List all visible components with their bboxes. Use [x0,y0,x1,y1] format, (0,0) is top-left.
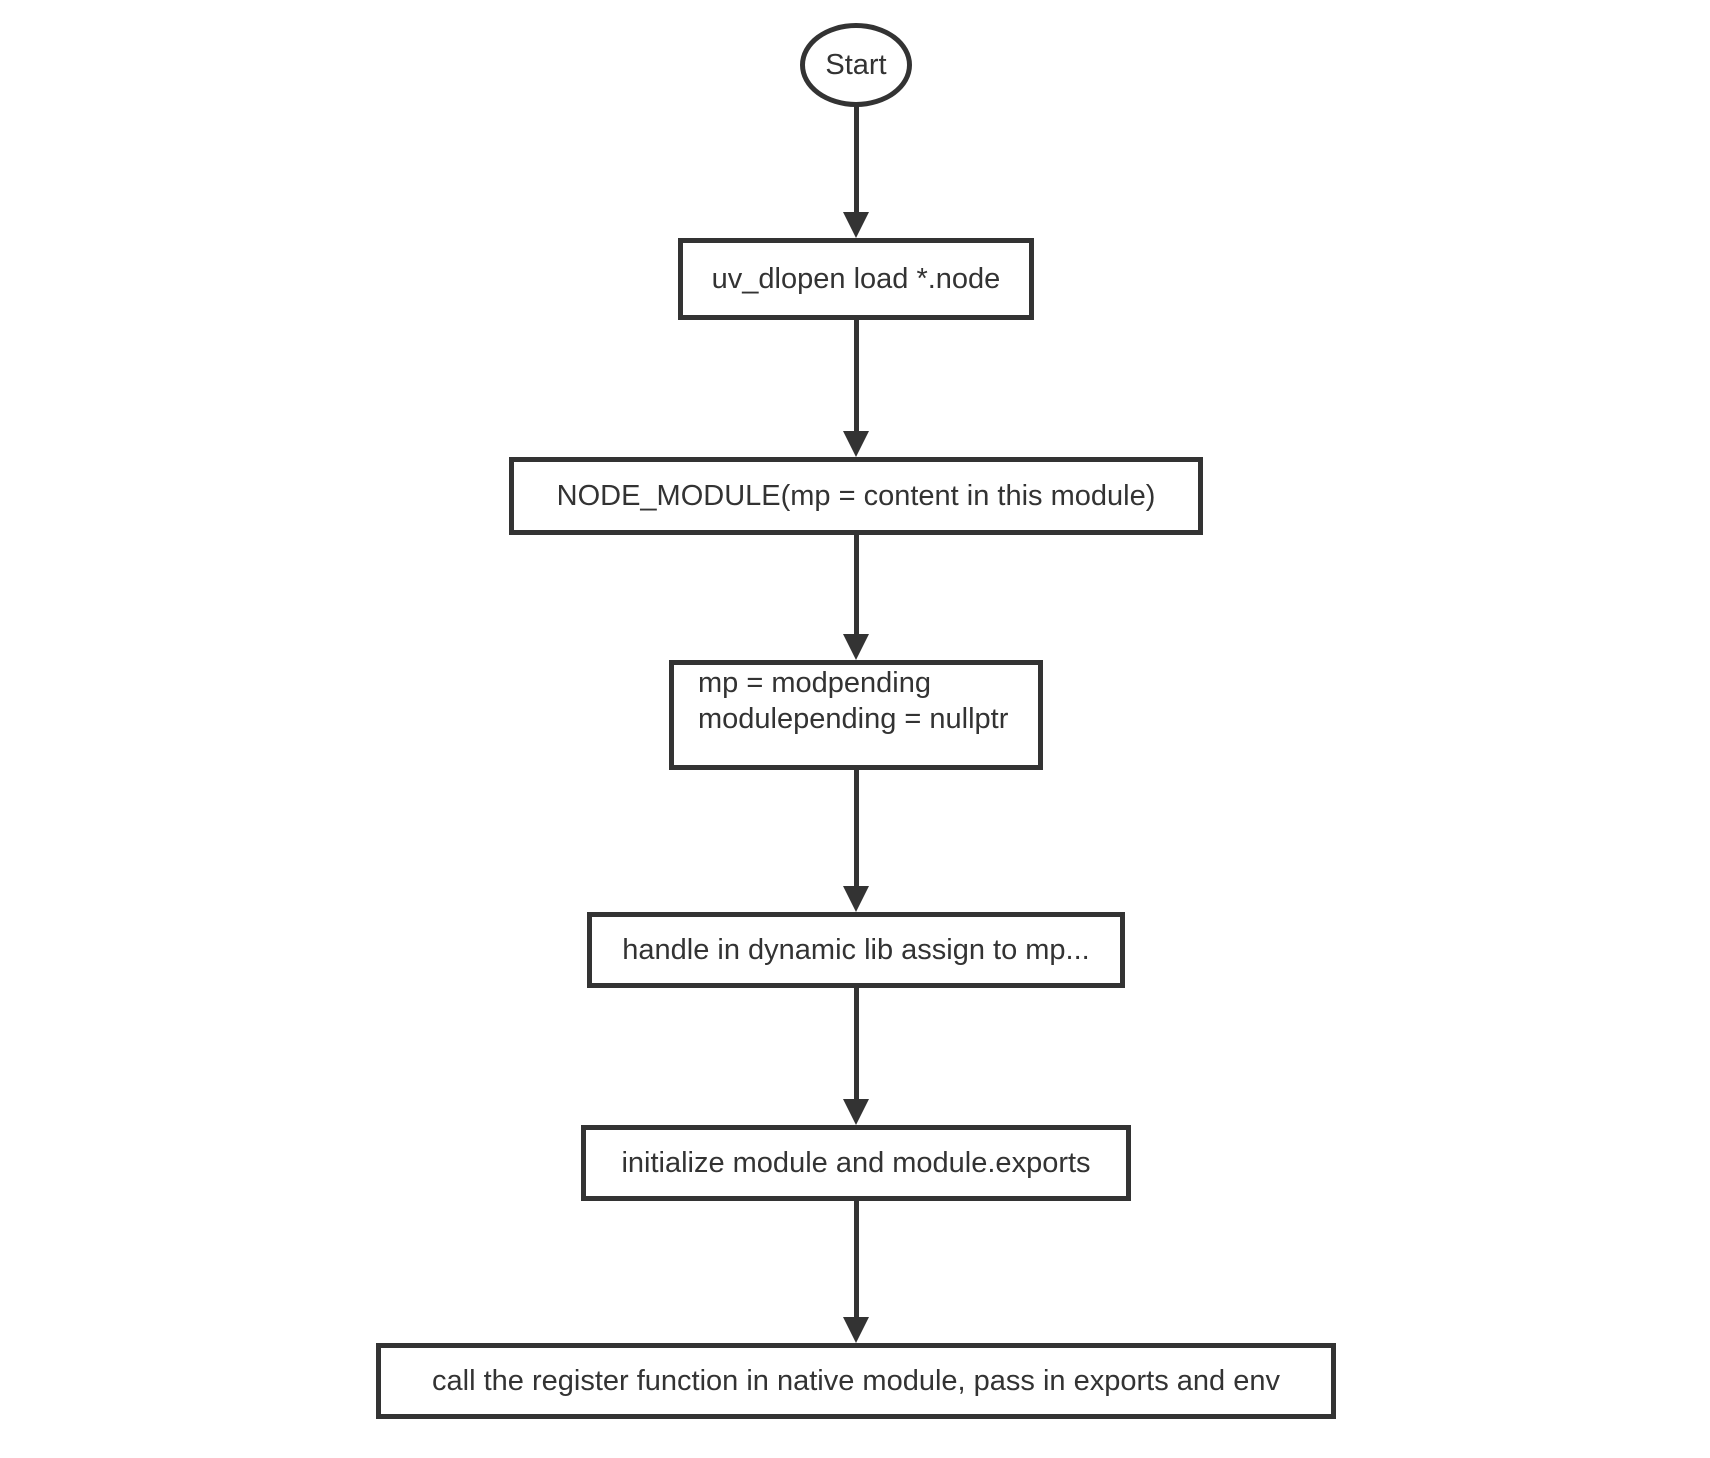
node-mp-modpending [669,660,1043,770]
node-initialize-module [581,1125,1131,1201]
arrow-shaft [854,769,859,886]
node-label: initialize module and module.exports [621,1146,1091,1179]
node-node-module [509,457,1203,535]
arrow-handle-to-initialize [843,987,869,1125]
node-uv-dlopen [678,238,1034,320]
arrowhead [843,886,869,912]
arrow-shaft [854,105,859,212]
arrow-node-module-to-mp-assign [843,534,869,660]
arrowhead [843,1317,869,1343]
arrow-shaft [854,987,859,1099]
arrow-initialize-to-register [843,1200,869,1343]
arrow-uv-dlopen-to-node-module [843,319,869,457]
arrowhead [843,212,869,238]
node-label-line1: mp = modpending [698,667,931,699]
node-call-register-function [376,1343,1336,1419]
arrow-mp-assign-to-handle [843,769,869,912]
arrowhead [843,634,869,660]
node-label: handle in dynamic lib assign to mp... [622,933,1090,966]
node-label-line2: modulepending = nullptr [698,703,1009,736]
node-label: uv_dlopen load *.node [711,262,1001,295]
arrow-shaft [854,1200,859,1317]
arrowhead [843,431,869,457]
start-label: Start [825,48,887,81]
arrow-shaft [854,534,859,634]
node-handle-dynamic-lib [587,912,1125,988]
arrowhead [843,1099,869,1125]
node-label: call the register function in native module, pass in exports and env [432,1364,1280,1397]
arrow-start-to-uv-dlopen [843,105,869,238]
node-label: NODE_MODULE(mp = content in this module) [556,479,1156,512]
arrow-shaft [854,319,859,431]
start-terminal [800,23,912,107]
